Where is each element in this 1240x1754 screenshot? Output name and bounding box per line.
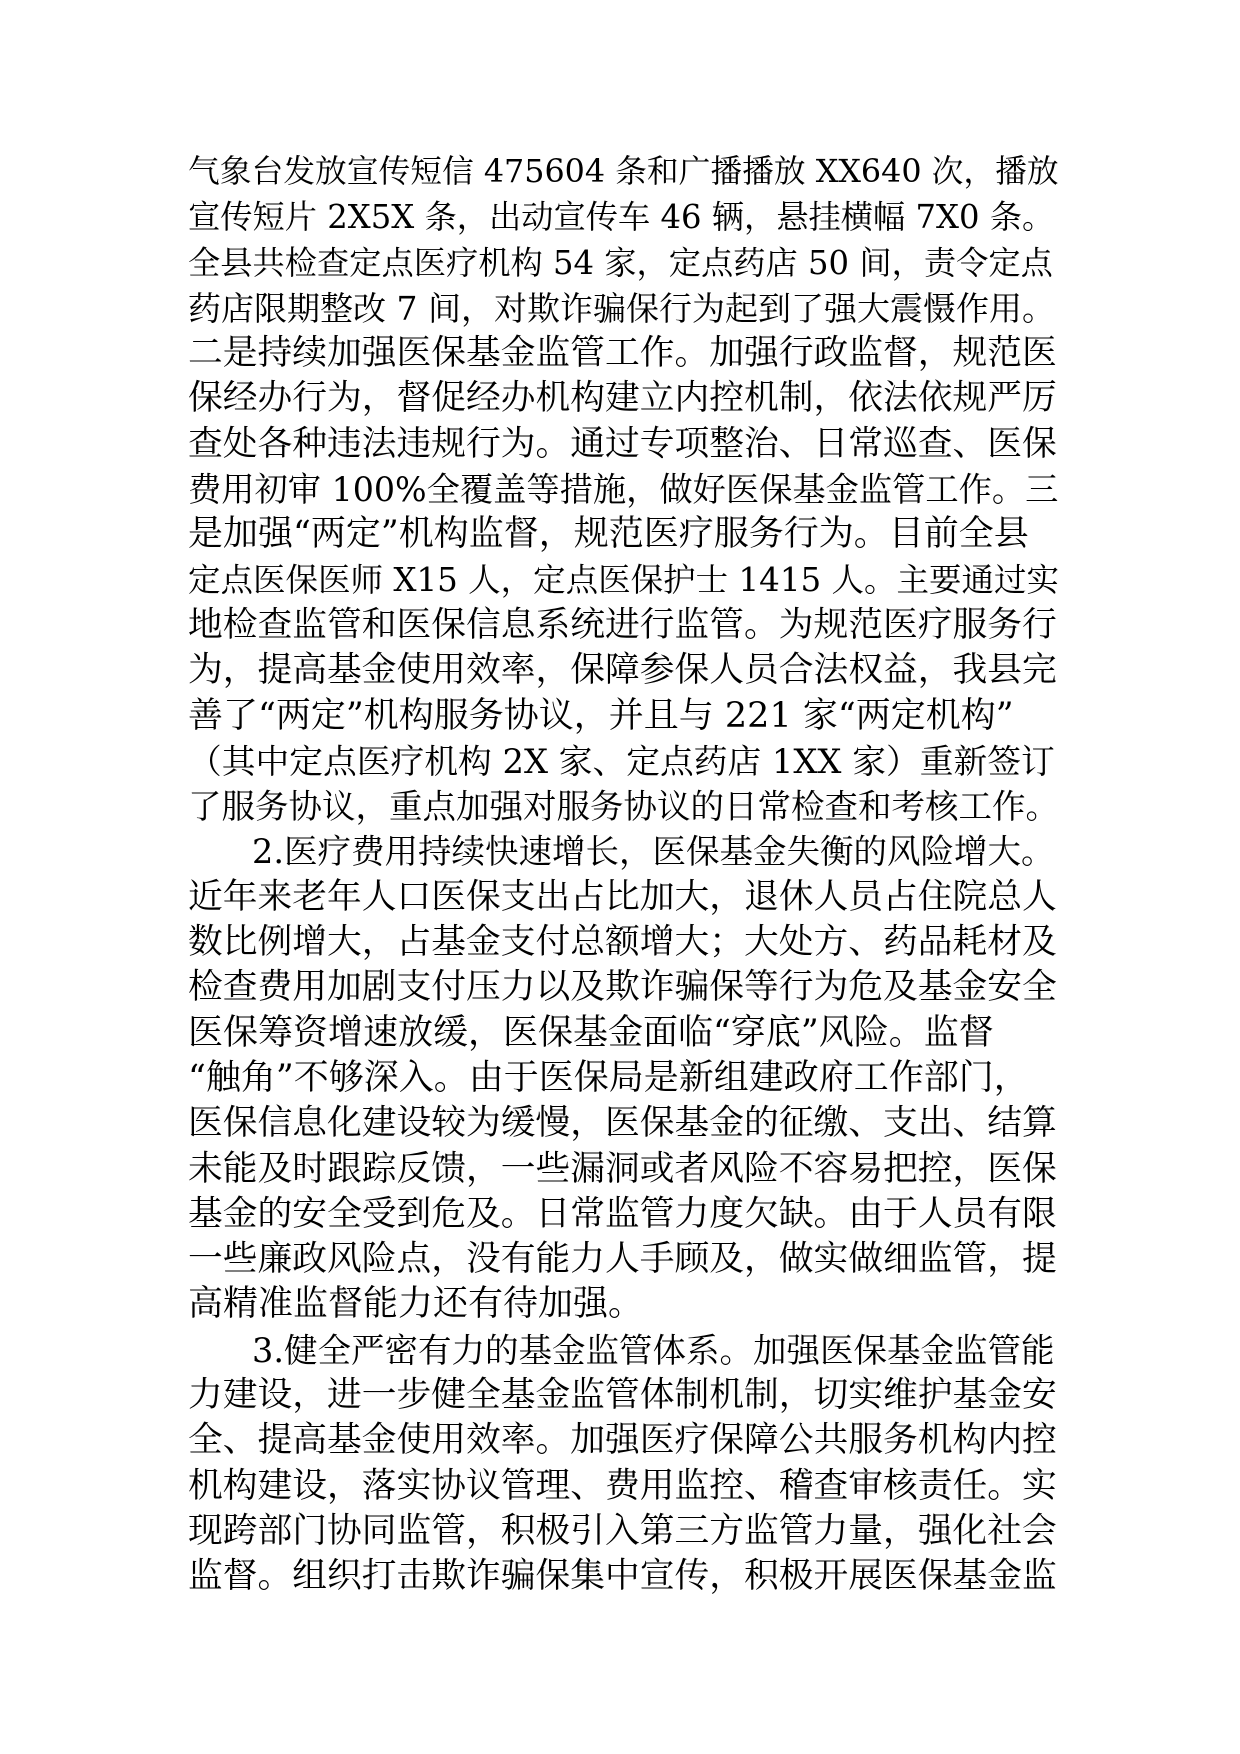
text-line: 定点医保医师 X15 人，定点医保护士 1415 人。主要通过实 — [188, 560, 1060, 599]
text-line: 费用初审 100%全覆盖等措施，做好医保基金监管工作。三 — [188, 470, 1059, 510]
text-line: 全、提高基金使用效率。加强医疗保障公共服务机构内控 — [188, 1420, 1057, 1461]
body-text — [188, 150, 1058, 1600]
text-line: 高精准监督能力还有待加强。 — [188, 1284, 644, 1325]
text-line: 保经办行为，督促经办机构建立内控机制，依法依规严厉 — [188, 378, 1057, 419]
text-line: 是加强“两定”机构监督，规范医疗服务行为。目前全县 — [188, 514, 1029, 555]
text-line: 医保筹资增速放缓，医保基金面临“穿底”风险。监督 — [188, 1012, 994, 1053]
text-line: 3.健全严密有力的基金监管体系。加强医保基金监管能 — [252, 1330, 1055, 1370]
text-line: 为，提高基金使用效率，保障参保人员合法权益，我县完 — [188, 650, 1057, 691]
text-line: 了服务协议，重点加强对服务协议的日常检查和考核工作。 — [188, 787, 1059, 827]
text-line: 未能及时跟踪反馈，一些漏洞或者风险不容易把控，医保 — [188, 1148, 1057, 1189]
text-line: 2.医疗费用持续快速增长，医保基金失衡的风险增大。 — [252, 832, 1055, 872]
text-line: 检查费用加剧支付压力以及欺诈骗保等行为危及基金安全 — [188, 967, 1057, 1008]
text-line: 药店限期整改 7 间，对欺诈骗保行为起到了强大震慑作用。 — [188, 288, 1055, 328]
text-line: 数比例增大，占基金支付总额增大；大处方、药品耗材及 — [188, 922, 1057, 963]
text-line: 查处各种违法违规行为。通过专项整治、日常巡查、医保 — [188, 423, 1057, 464]
text-line: 宣传短片 2X5X 条，出动宣传车 46 辆，悬挂横幅 7X0 条。 — [188, 198, 1055, 237]
text-line: 善了“两定”机构服务协议，并且与 221 家“两定机构” — [188, 695, 1014, 736]
text-line: “触角”不够深入。由于医保局是新组建政府工作部门， — [188, 1057, 1029, 1098]
text-line: 现跨部门协同监管，积极引入第三方监管力量，强化社会 — [188, 1510, 1057, 1551]
text-line: 基金的安全受到危及。日常监管力度欠缺。由于人员有限 — [188, 1193, 1057, 1234]
text-line: 近年来老年人口医保支出占比加大，退休人员占住院总人 — [188, 876, 1057, 917]
text-line: 力建设，进一步健全基金监管体制机制，切实维护基金安 — [188, 1375, 1057, 1416]
text-line: （其中定点医疗机构 2X 家、定点药店 1XX 家）重新签订 — [188, 741, 1055, 781]
text-line: 全县共检查定点医疗机构 54 家，定点药店 50 间，责令定点 — [188, 243, 1053, 282]
text-line: 监督。组织打击欺诈骗保集中宣传，积极开展医保基金监 — [188, 1556, 1057, 1597]
text-line: 气象台发放宣传短信 475604 条和广播播放 XX640 次，播放 — [188, 154, 1059, 190]
text-line: 机构建设，落实协议管理、费用监控、稽查审核责任。实 — [188, 1465, 1057, 1506]
text-line: 一些廉政风险点，没有能力人手顾及，做实做细监管，提 — [188, 1239, 1057, 1280]
text-line: 二是持续加强医保基金监管工作。加强行政监督，规范医 — [188, 333, 1057, 374]
text-line: 地检查监管和医保信息系统进行监管。为规范医疗服务行 — [188, 604, 1057, 645]
text-line: 医保信息化建设较为缓慢，医保基金的征缴、支出、结算 — [188, 1103, 1057, 1144]
